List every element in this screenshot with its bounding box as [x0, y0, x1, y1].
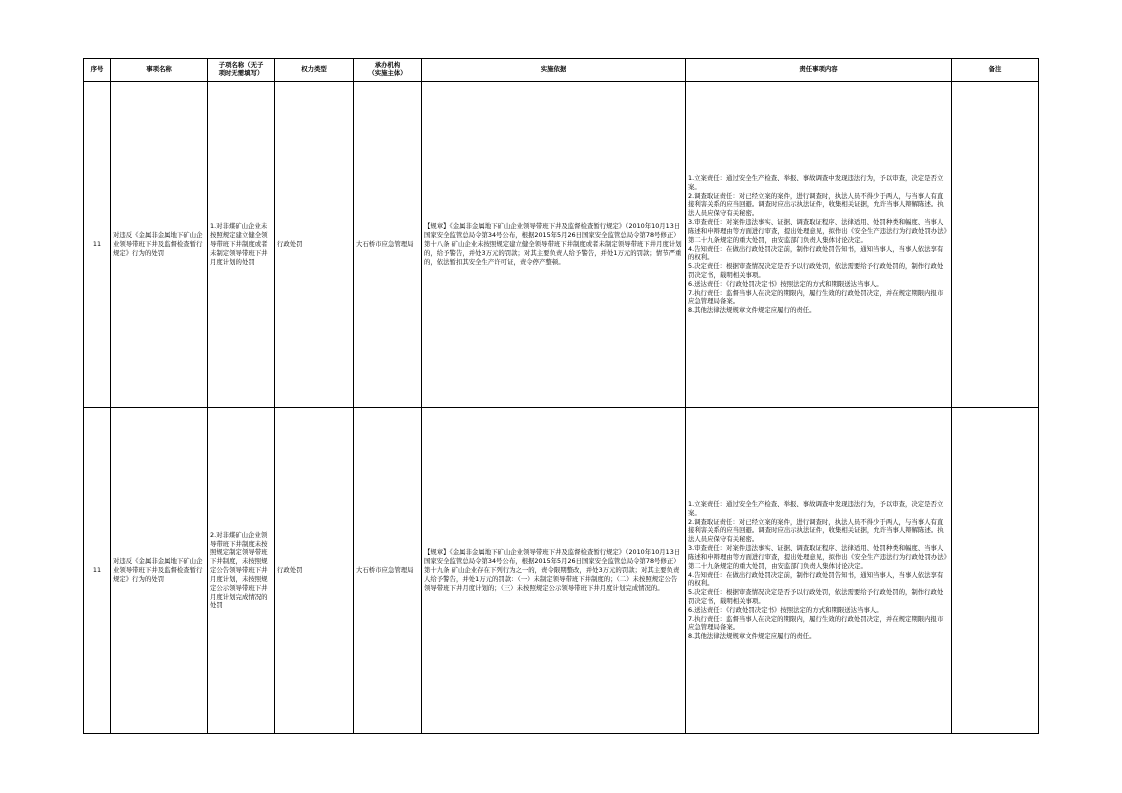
cell-remarks — [952, 408, 1039, 734]
header-agency — [354, 59, 422, 82]
duty-item: 5.决定责任：根据审查情况决定是否予以行政处罚，依法需要给予行政处罚的，制作行政处罚决定书，载明相关事项。 — [688, 262, 944, 279]
header-basis: 实施依据 — [422, 59, 686, 82]
cell-power-type: 行政处罚 — [275, 408, 354, 734]
cell-item-name: 对违反《金属非金属地下矿山企业领导带班下井及监督检查暂行规定》行为的处罚 — [111, 408, 208, 734]
header-sub-item-line2: 项时无需填写） — [218, 69, 264, 77]
header-duties: 责任事项内容 — [686, 59, 952, 82]
header-power-type: 权力类型 — [275, 59, 354, 82]
duty-item: 6.送达责任：《行政处罚决定书》按照法定的方式和期限送达当事人。 — [688, 279, 883, 288]
cell-basis: 【规章】《金属非金属地下矿山企业领导带班下井及监督检查暂行规定》（2010年10月13日国家安全监管总局令第34号公布，根据2015年5月26日国家安全监管总局令第78号修正）第十八条 矿山企业未按照规定建立健全领导带班下井制度或者未制定领导带班下井月度计划的，给予警告，并处3万元的罚款；对其主要负责人给予警告，并处1万元的罚款；情节严重的，依法暂扣其安全生产许可证，责令停产整顿。 — [422, 82, 686, 408]
cell-duties — [686, 82, 952, 408]
duty-item: 1.立案责任：通过安全生产检查、举报、事故调查中发现违法行为，予以审查，决定是否立案。 — [688, 499, 944, 517]
header-item-name: 事项名称 — [111, 59, 208, 82]
duty-item: 6.送达责任：《行政处罚决定书》按照法定的方式和期限送达当事人。 — [688, 605, 883, 614]
cell-seq: 11 — [84, 408, 111, 734]
responsibility-table — [83, 58, 1039, 734]
duty-item: 7.执行责任：监督当事人在决定的期限内，履行生效的行政处罚决定，并在规定期限内报市应急管理局备案。 — [688, 614, 944, 632]
cell-power-type: 行政处罚 — [275, 82, 354, 408]
duty-item: 8.其他法律法规规章文件规定应履行的责任。 — [688, 306, 816, 315]
duty-item: 3.审查责任：对案件违法事实、证据、调查取证程序、法律适用、处罚种类和幅度、当事人陈述和申辩理由等方面进行审查，提出处理意见，拟作出《安全生产违法行为行政处罚办法》第二十九条规定的重大处罚，由安监部门负责人集体讨论决定。 — [688, 544, 947, 570]
duty-item: 8.其他法律法规规章文件规定应履行的责任。 — [688, 632, 816, 641]
header-agency-line2: （实施主体） — [368, 69, 407, 77]
cell-remarks — [952, 82, 1039, 408]
cell-sub-item: 2.对非煤矿山企业领导带班下井制度未按照规定制定领导带班下井制度，未按照规定公告领导带班下井月度计划，未按照规定公示领导带班下井月度计划完成情况的处罚 — [208, 408, 275, 734]
header-sub-item-line1: 子项名称（无子 — [218, 61, 264, 70]
duty-item: 2.调查取证责任：对已经立案的案件，进行调查时，执法人员不得少于两人，与当事人有直接利害关系的应当回避。调查时应出示执法证件，收集相关证据，允许当事人辩解陈述。执法人员应保守有关秘密。 — [688, 191, 944, 218]
duty-item: 4.告知责任：在做出行政处罚决定前，制作行政处罚告知书，通知当事人，当事人依法享有的权利。 — [688, 570, 944, 588]
table-row — [84, 408, 1039, 734]
cell-agency: 大石桥市应急管理局 — [354, 82, 422, 408]
duty-item: 4.告知责任：在做出行政处罚决定前，制作行政处罚告知书，通知当事人，当事人依法享有的权利。 — [688, 244, 944, 262]
duty-item: 7.执行责任：监督当事人在决定的期限内，履行生效的行政处罚决定，并在规定期限内报市应急管理局备案。 — [688, 288, 944, 306]
header-remarks: 备注 — [952, 59, 1039, 82]
duty-item: 2.调查取证责任：对已经立案的案件，进行调查时，执法人员不得少于两人，与当事人有直接利害关系的应当回避。调查时应出示执法证件，收集相关证据，允许当事人辩解陈述。执法人员应保守有关秘密。 — [688, 517, 944, 544]
header-agency-line1: 承办机构 — [374, 61, 401, 70]
duty-item: 3.审查责任：对案件违法事实、证据、调查取证程序、法律适用、处罚种类和幅度、当事人陈述和申辩理由等方面进行审查，提出处理意见，拟作出《安全生产违法行为行政处罚办法》第二十九条规定的重大处罚，由安监部门负责人集体讨论决定。 — [688, 218, 947, 244]
header-sub-item — [208, 59, 275, 82]
cell-basis: 【规章】《金属非金属地下矿山企业领导带班下井及监督检查暂行规定》（2010年10月13日国家安全监管总局令第34号公布，根据2015年5月26日国家安全监管总局令第78号修正）第十九条 矿山企业存在下列行为之一的，责令限期整改，并处3万元的罚款；对其主要负责人给予警告，并处1万元的罚款：（一）未制定领导带班下井制度的；（二）未按照规定公告领导带班下井月度计划的；（三）未按照规定公示领导带班下井月度计划完成情况的。 — [422, 408, 686, 734]
duty-item: 1.立案责任：通过安全生产检查、举报、事故调查中发现违法行为，予以审查，决定是否立案。 — [688, 173, 944, 191]
duty-item: 5.决定责任：根据审查情况决定是否予以行政处罚，依法需要给予行政处罚的，制作行政处罚决定书，载明相关事项。 — [688, 588, 944, 605]
cell-item-name: 对违反《金属非金属地下矿山企业领导带班下井及监督检查暂行规定》行为的处罚 — [111, 82, 208, 408]
cell-duties — [686, 408, 952, 734]
cell-seq: 11 — [84, 82, 111, 408]
cell-agency: 大石桥市应急管理局 — [354, 408, 422, 734]
table-row — [84, 82, 1039, 408]
header-seq: 序号 — [84, 59, 111, 82]
header-row — [84, 59, 1039, 82]
cell-sub-item: 1.对非煤矿山企业未按照规定建立健全领导带班下井制度或者未制定领导带班下井月度计划的处罚 — [208, 82, 275, 408]
